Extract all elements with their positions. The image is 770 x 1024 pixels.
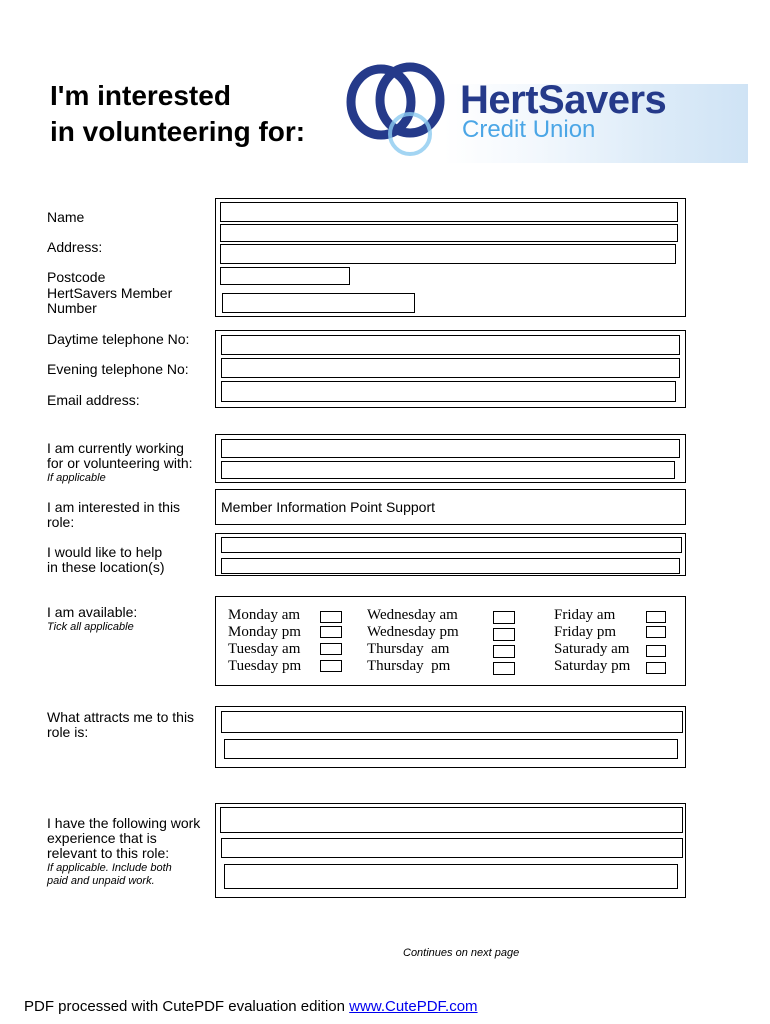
checkbox-tuesday-pm[interactable] <box>320 660 342 672</box>
checkbox-monday-pm[interactable] <box>320 626 342 638</box>
logo-name: HertSavers <box>460 78 667 122</box>
address-field-2[interactable] <box>220 244 676 264</box>
experience-field-3[interactable] <box>224 864 678 889</box>
name-label: Name <box>47 209 85 225</box>
attracts-field-2[interactable] <box>224 739 678 759</box>
availability-column-2: Wednesday am Wednesday pm Thursday am Thursday pm <box>367 607 459 674</box>
checkbox-thursday-am[interactable] <box>493 645 515 658</box>
available-note: Tick all applicable <box>47 621 134 633</box>
daytime-phone-field[interactable] <box>221 335 680 355</box>
attracts-label: What attracts me to this role is: <box>47 709 195 740</box>
name-field[interactable] <box>220 202 678 222</box>
experience-field[interactable] <box>220 807 683 833</box>
member-number-label: HertSavers Member Number <box>47 285 173 316</box>
experience-label: I have the following work experience that is relevant to this role: <box>47 815 201 861</box>
cutepdf-link[interactable]: www.CutePDF.com <box>349 998 478 1015</box>
checkbox-tuesday-am[interactable] <box>320 643 342 655</box>
email-label: Email address: <box>47 392 140 408</box>
checkbox-friday-am[interactable] <box>646 611 666 623</box>
checkbox-friday-pm[interactable] <box>646 626 666 638</box>
postcode-label: Postcode <box>47 269 106 285</box>
location-field-2[interactable] <box>221 558 680 574</box>
checkbox-thursday-pm[interactable] <box>493 662 515 675</box>
working-label: I am currently working for or volunteering with: <box>47 440 193 471</box>
checkbox-wednesday-pm[interactable] <box>493 628 515 641</box>
availability-column-3: Friday am Friday pm Saturady am Saturday pm <box>554 607 631 674</box>
role-field[interactable]: Member Information Point Support <box>215 489 686 525</box>
experience-field-2[interactable] <box>221 838 683 858</box>
daytime-phone-label: Daytime telephone No: <box>47 331 190 347</box>
page-title: I'm interested in volunteering for: <box>50 80 306 147</box>
checkbox-saturday-am[interactable] <box>646 645 666 657</box>
continues-note: Continues on next page <box>403 947 520 959</box>
email-field[interactable] <box>221 381 676 402</box>
member-number-field[interactable] <box>222 293 415 313</box>
location-field[interactable] <box>221 537 682 553</box>
working-note: If applicable <box>47 472 106 484</box>
checkbox-saturday-pm[interactable] <box>646 662 666 674</box>
address-label: Address: <box>47 239 103 255</box>
evening-phone-label: Evening telephone No: <box>47 361 189 377</box>
working-field[interactable] <box>221 439 680 458</box>
availability-column-1: Monday am Monday pm Tuesday am Tuesday pm <box>228 607 302 674</box>
logo-subtitle: Credit Union <box>462 116 596 143</box>
checkbox-monday-am[interactable] <box>320 611 342 623</box>
role-label: I am interested in this role: <box>47 499 181 530</box>
attracts-field[interactable] <box>221 711 683 733</box>
experience-note: If applicable. Include both paid and unpaid work. <box>47 862 172 887</box>
footer: PDF processed with CutePDF evaluation edition www.CutePDF.com <box>24 998 478 1015</box>
evening-phone-field[interactable] <box>221 358 680 378</box>
checkbox-wednesday-am[interactable] <box>493 611 515 624</box>
logo-rings-icon <box>344 60 454 160</box>
available-label: I am available: <box>47 604 138 620</box>
address-field[interactable] <box>220 224 678 242</box>
locations-label: I would like to help in these location(s) <box>47 544 165 575</box>
postcode-field[interactable] <box>220 267 350 285</box>
working-field-2[interactable] <box>221 461 675 479</box>
